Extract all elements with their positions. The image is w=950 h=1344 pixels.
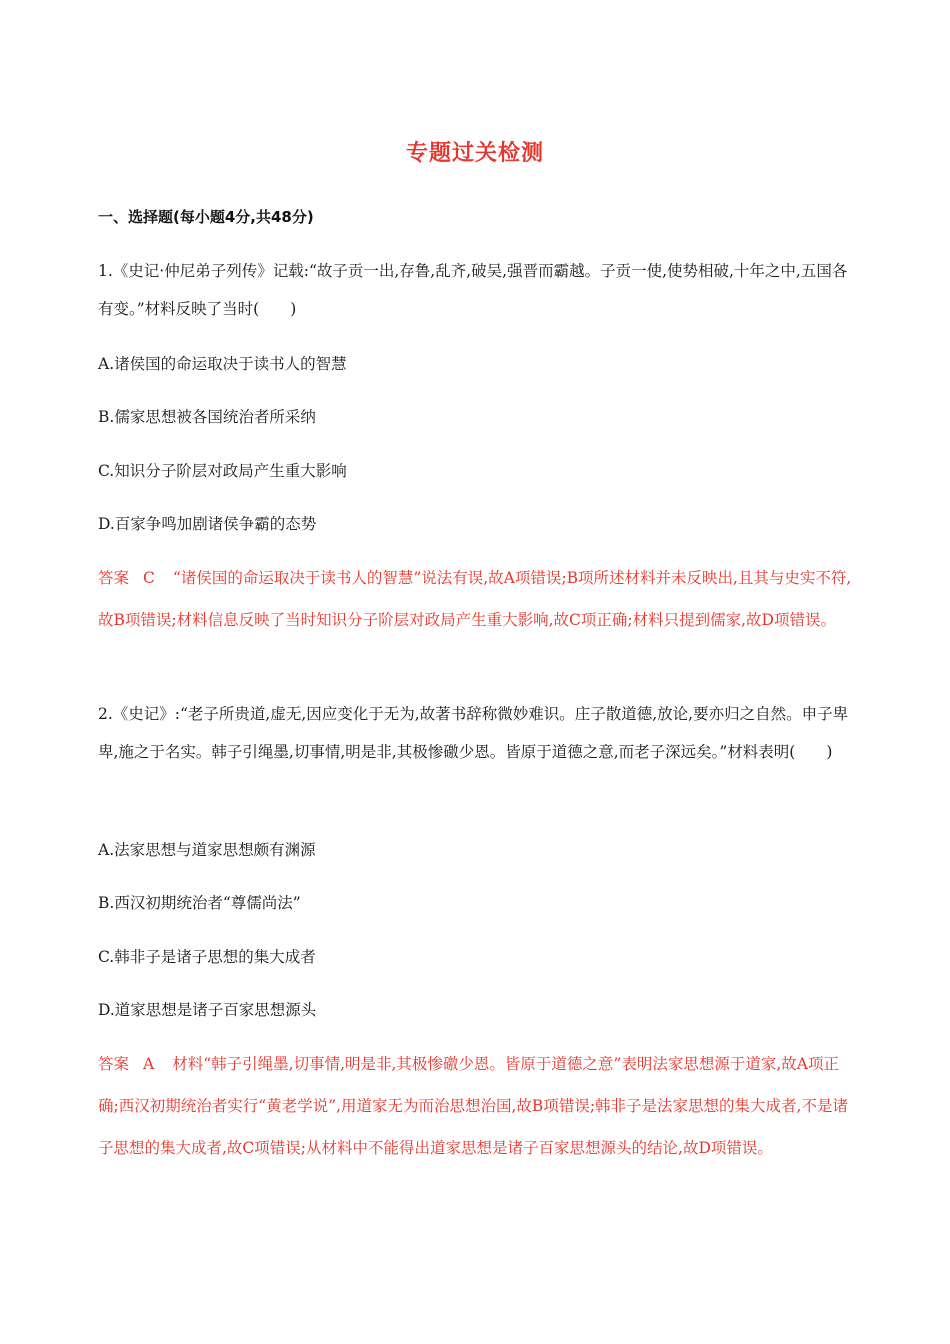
answer-key: C <box>143 569 155 587</box>
answer-explanation: 材料“韩子引绳墨,切事情,明是非,其极惨礉少恩。皆原于道德之意”表明法家思想源于道家,故A项正确;西汉初期统治者实行“黄老学说”,用道家无为而治思想治国,故B项错误;韩非子是法家思想的集大成者,不是诸子思想的集大成者,故C项错误;从材料中不能得出道家思想是诸子百家思想源头的结论,故D项错误。 <box>98 1055 848 1157</box>
question-2-answer <box>98 1043 854 1169</box>
question-1-stem: 1.《史记·仲尼弟子列传》记载:“故子贡一出,存鲁,乱齐,破吴,强晋而霸越。子贡一使,使势相破,十年之中,五国各有变。”材料反映了当时( ) <box>98 262 848 318</box>
section-heading: 一、选择题(每小题4分,共48分) <box>98 208 314 226</box>
question-2-option-a: A.法家思想与道家思想颇有渊源 <box>98 841 316 859</box>
answer-label: 答案 <box>98 1055 130 1073</box>
question-2-stem: 2.《史记》:“老子所贵道,虚无,因应变化于无为,故著书辞称微妙难识。庄子散道德,放论,要亦归之自然。申子卑卑,施之于名实。韩子引绳墨,切事情,明是非,其极惨礉少恩。皆原于道德之意,而老子深远矣。”材料表明( ) <box>98 705 849 761</box>
page-title: 专题过关检测 <box>405 141 544 166</box>
question-1-option-c: C.知识分子阶层对政局产生重大影响 <box>98 462 347 480</box>
question-2-option-c: C.韩非子是诸子思想的集大成者 <box>98 948 316 966</box>
question-1-answer <box>98 557 854 641</box>
answer-label: 答案 <box>98 569 130 587</box>
question-2-option-b: B.西汉初期统治者“尊儒尚法” <box>98 894 301 912</box>
question-1-option-a: A.诸侯国的命运取决于读书人的智慧 <box>98 355 347 373</box>
answer-key: A <box>143 1055 155 1073</box>
answer-explanation: “诸侯国的命运取决于读书人的智慧”说法有误,故A项错误;B项所述材料并未反映出,且其与史实不符,故B项错误;材料信息反映了当时知识分子阶层对政局产生重大影响,故C项正确;材料只提到儒家,故D项错误。 <box>98 569 852 629</box>
question-1-option-d: D.百家争鸣加剧诸侯争霸的态势 <box>98 515 317 533</box>
question-1-option-b: B.儒家思想被各国统治者所采纳 <box>98 408 316 426</box>
question-2-option-d: D.道家思想是诸子百家思想源头 <box>98 1001 317 1019</box>
